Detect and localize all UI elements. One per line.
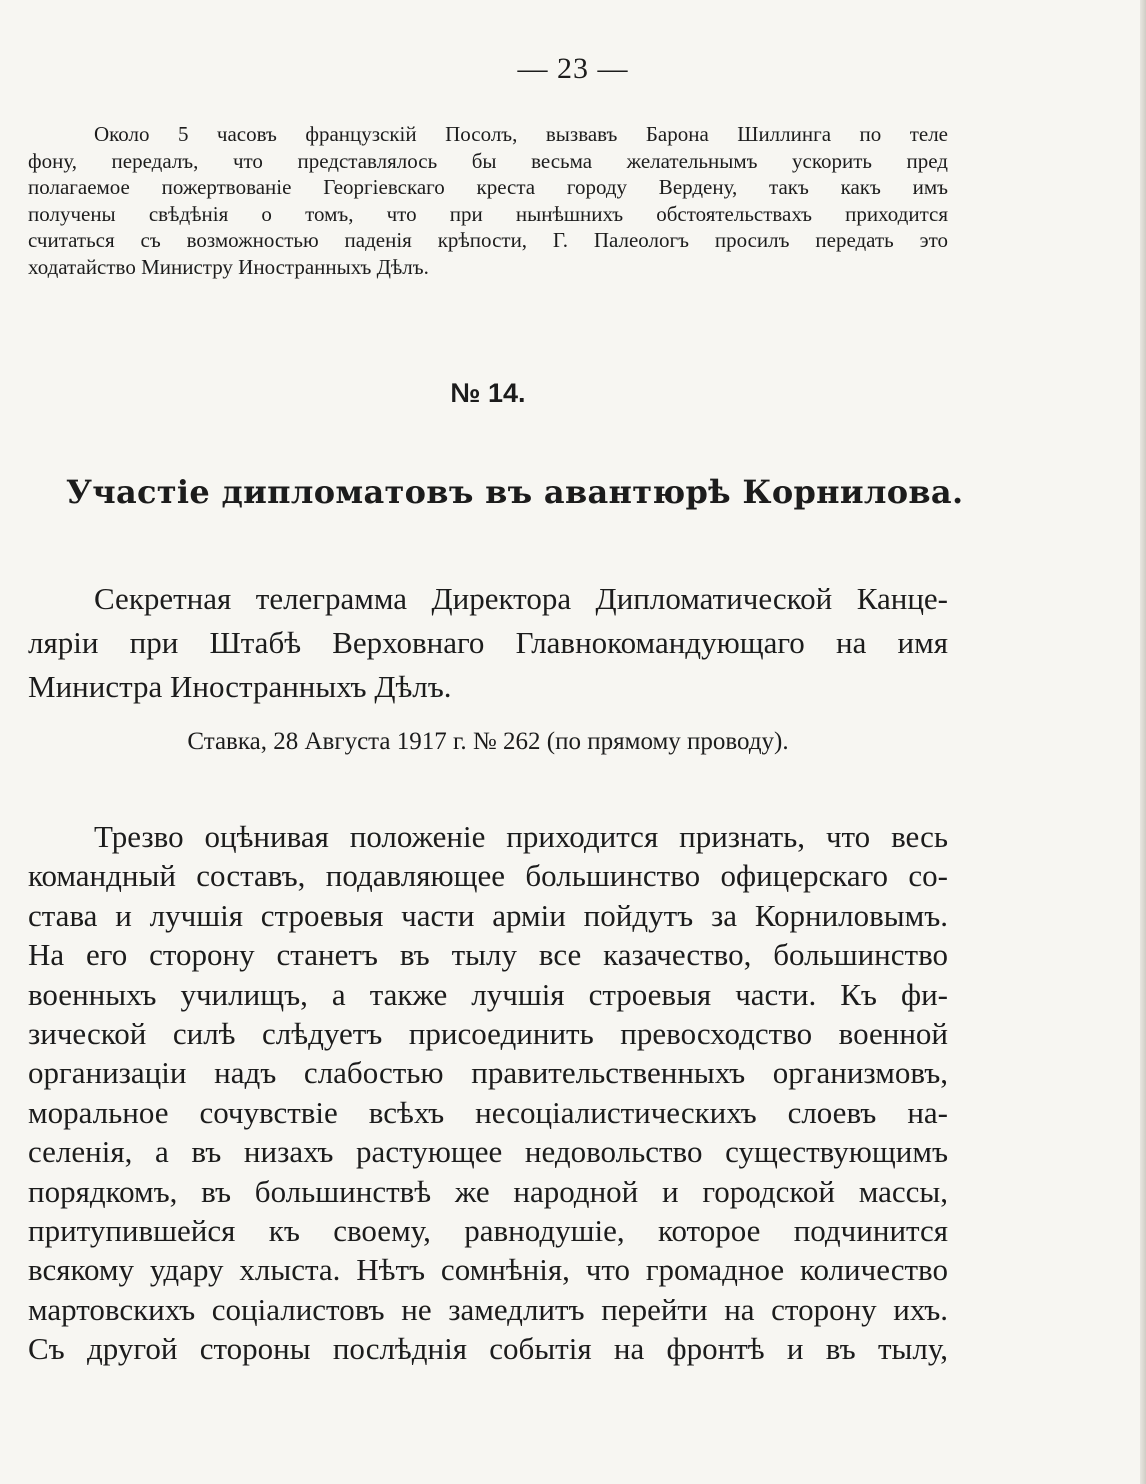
body-line: Съ другой стороны послѣднія событія на фронтѣ и въ тылу, [28,1331,948,1367]
document-title: Участіе дипломатовъ въ авантюрѣ Корнилова. [66,473,964,511]
note-line: фону, передалъ, что представлялось бы весьма желательнымъ ускорить пред [28,148,948,173]
subtitle-line: ляріи при Штабѣ Верховнаго Главнокомандующаго на имя [28,625,948,660]
body-line: Трезво оцѣнивая положеніе приходится признать, что весь [94,819,948,854]
body-line: зической силѣ слѣдуетъ присоединить превосходство военной [28,1016,948,1052]
note-line: получены свѣдѣнія о томъ, что при нынѣшнихъ обстоятельствахъ приходится [28,201,948,226]
note-line: полагаемое пожертвованіе Георгіевскаго креста городу Вердену, такъ какъ имъ [28,175,948,200]
telegram-body [28,817,948,1369]
note-line: ходатайство Министру Иностранныхъ Дѣлъ. [28,254,429,279]
body-line: става и лучшія строевыя части арміи пойдутъ за Корниловымъ. [28,897,948,933]
body-line: моральное сочувствіе всѣхъ несоціалистическихъ слоевъ на- [28,1094,948,1130]
body-line: селенія, а въ низахъ растующее недовольство существующимъ [28,1134,948,1170]
body-line: военныхъ училищъ, а также лучшія строевыя части. Къ фи- [28,976,948,1012]
document-subtitle [28,577,948,709]
subtitle-line: Министра Иностранныхъ Дѣлъ. [28,669,452,704]
page-edge [1140,0,1146,1484]
body-line: порядкомъ, въ большинствѣ же народной и городской массы, [28,1173,948,1209]
body-line: всякому удару хлыста. Нѣтъ сомнѣнія, что громадное количество [28,1252,948,1288]
note-line: Около 5 часовъ французскій Посолъ, вызвавъ Барона Шиллинга по теле [94,122,948,146]
body-line: притупившейся къ своему, равнодушіе, которое подчинится [28,1213,948,1249]
document-number: № 14. [450,378,526,408]
body-line: командный составъ, подавляющее большинство офицерскаго со- [28,858,948,894]
body-line: организаціи надъ слабостью правительственныхъ организмовъ, [28,1055,948,1091]
note-line: считаться съ возможностью паденія крѣпости, Г. Палеологъ просилъ передать это [28,228,948,253]
body-line: На его сторону станетъ въ тылу все казачество, большинство [28,937,948,973]
note-paragraph [28,121,948,281]
subtitle-line: Секретная телеграмма Директора Дипломатической Канце- [94,581,948,616]
body-line: мартовскихъ соціалистовъ не замедлитъ перейти на сторону ихъ. [28,1291,948,1327]
page-number: — 23 — [517,52,629,85]
dateline: Ставка, 28 Августа 1917 г. № 262 (по прямому проводу). [187,728,789,755]
